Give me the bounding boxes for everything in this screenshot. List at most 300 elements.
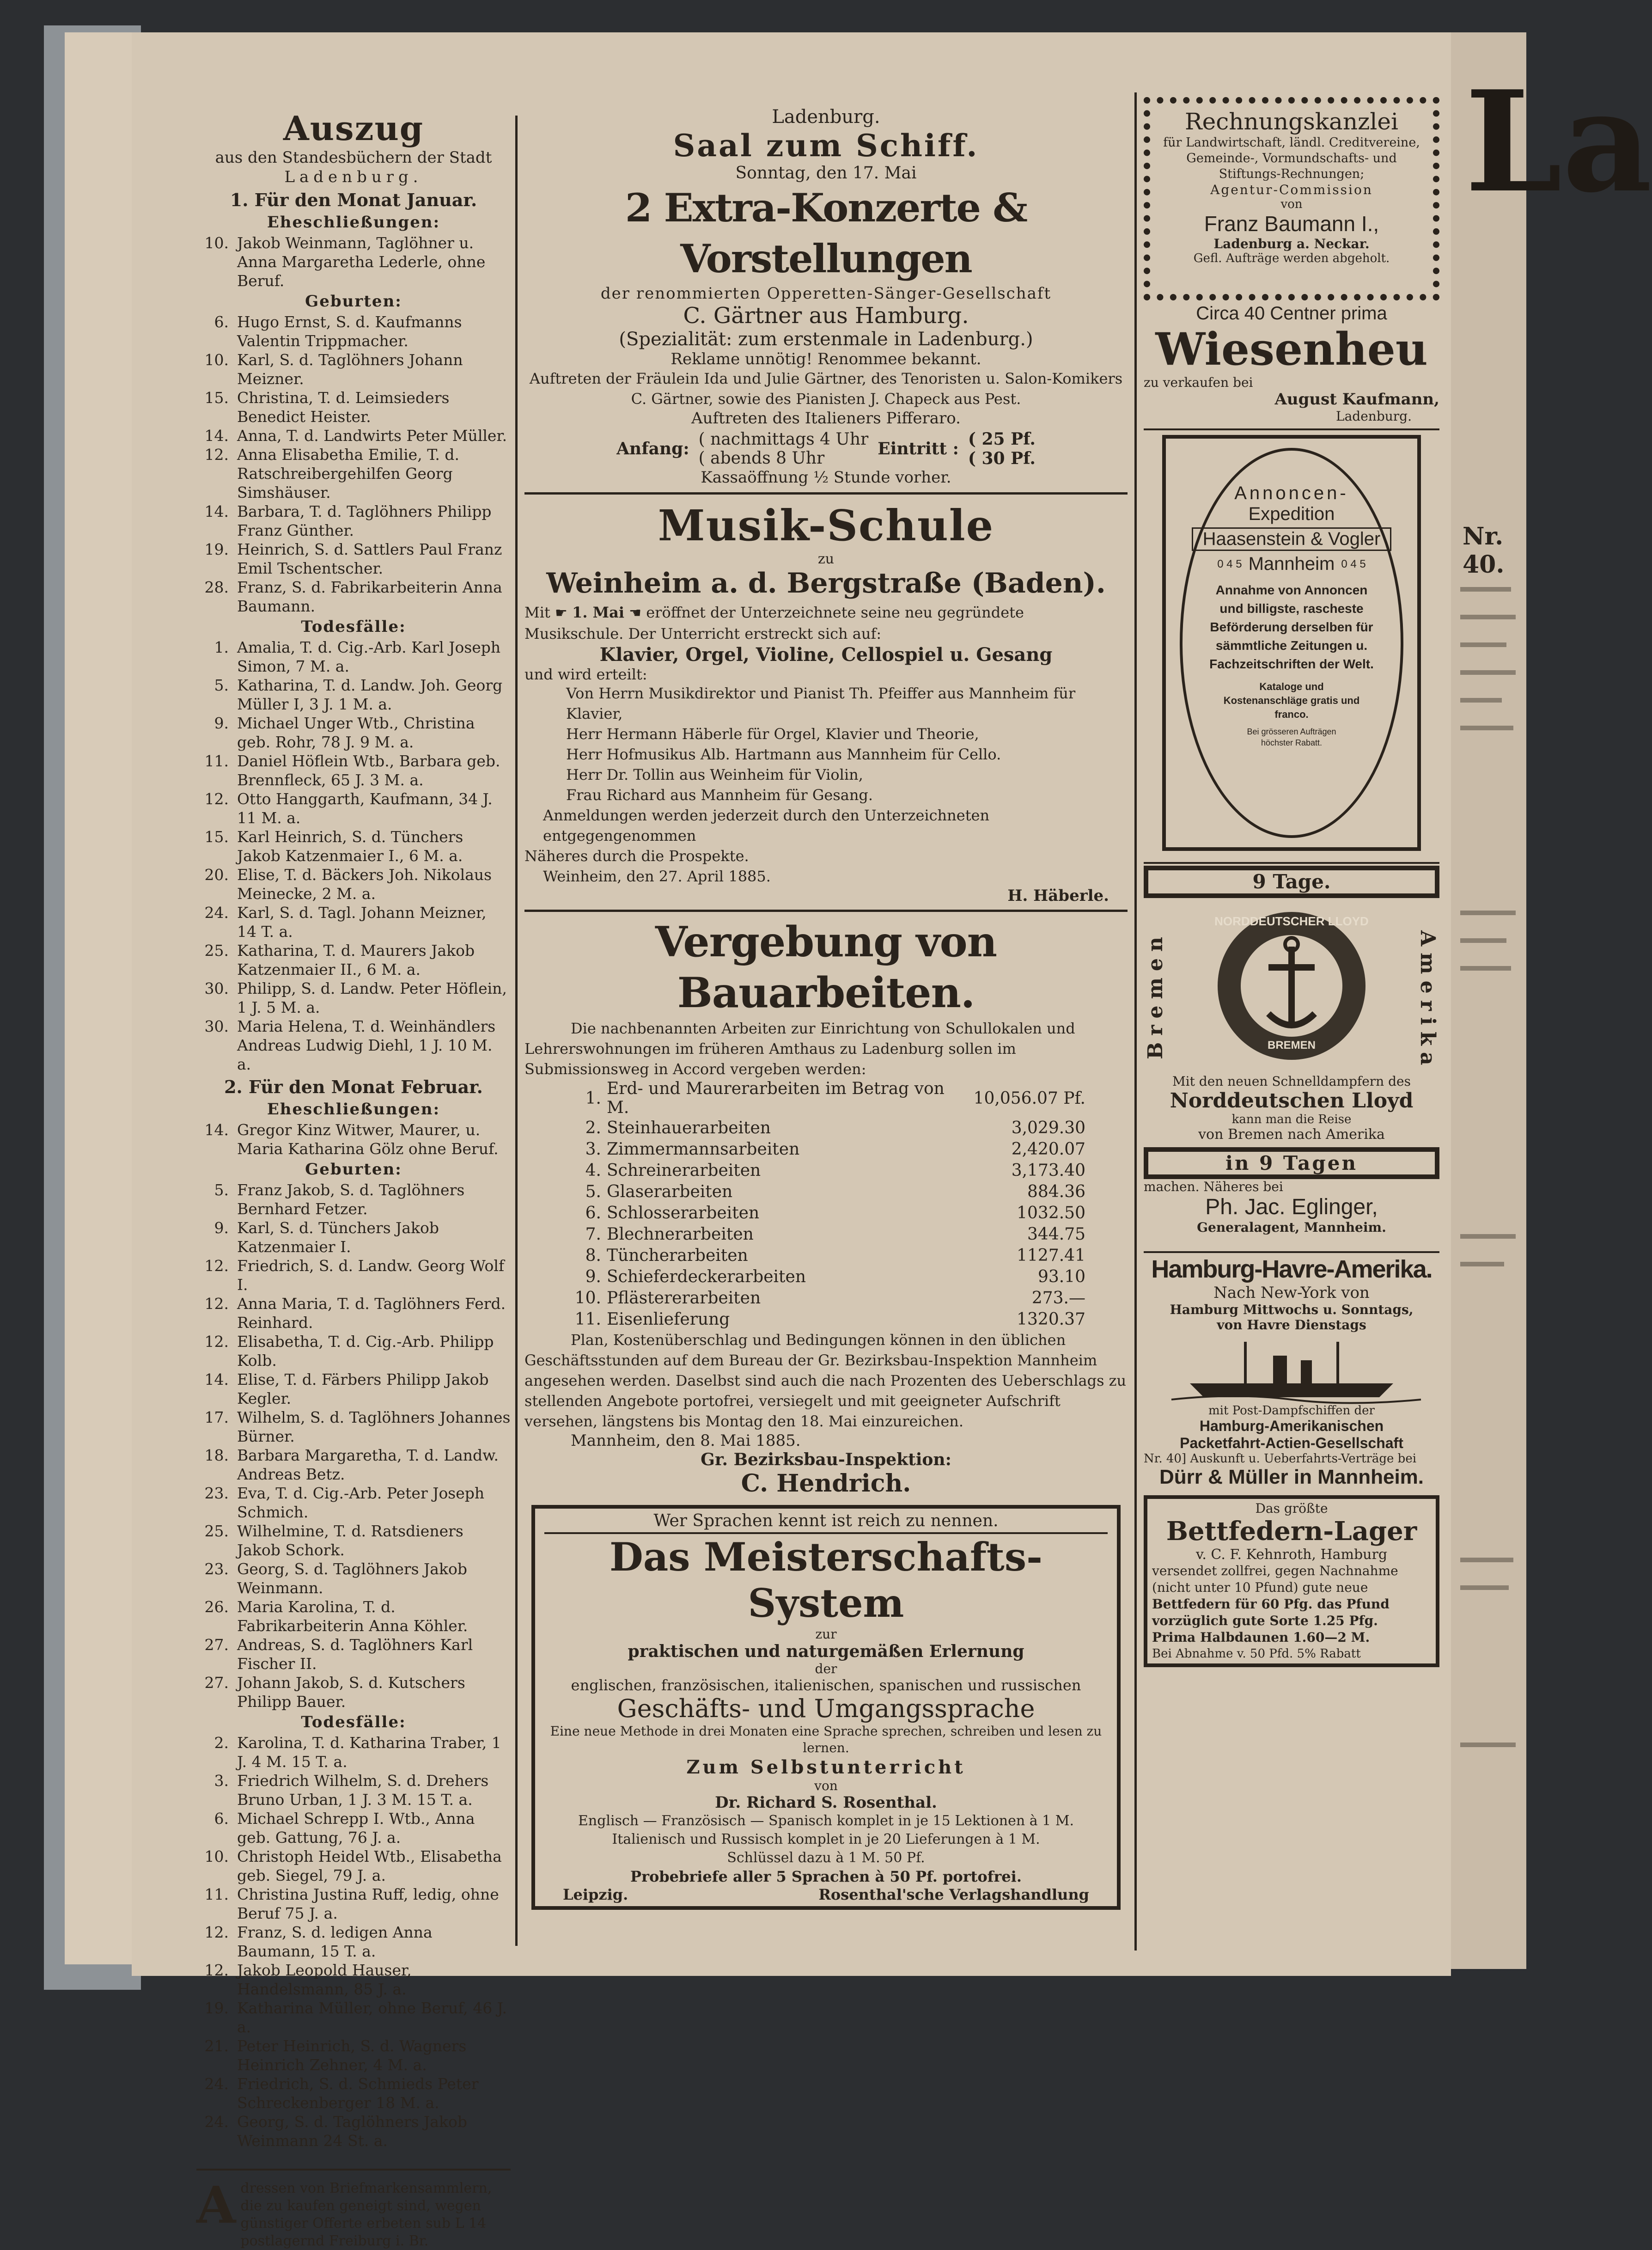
entry-day: 12. [204, 1961, 229, 1979]
entry-text: Karl, S. d. Tagl. Johann Meizner, 14 T. a. [237, 904, 487, 941]
bau-row [571, 1308, 1088, 1330]
bau-signature: C. Hendrich. [741, 1469, 911, 1498]
betten-l6: Bei Abnahme v. 50 Pfd. 5% Rabatt [1152, 1647, 1361, 1661]
hapag-l5: Hamburg-Amerikanischen [1199, 1418, 1384, 1434]
bau-row-number: 6. [585, 1203, 601, 1223]
anfang-1: ( nachmittags 4 Uhr [698, 430, 869, 449]
lloyd-text [1144, 1074, 1439, 1235]
betten-title: Bettfedern-Lager [1166, 1516, 1417, 1547]
bau-row-number: 5. [585, 1182, 601, 1201]
entry-day: 30. [204, 979, 229, 997]
saal-title: Saal zum Schiff. [673, 128, 979, 164]
musik-place: Weinheim a. d. Bergstraße (Baden). [546, 567, 1106, 599]
register-entry [196, 578, 511, 616]
entry-day: 9. [214, 714, 229, 732]
bau-row-name: Blechnerarbeiten [607, 1224, 754, 1244]
bau-row-name: Steinhauerarbeiten [607, 1118, 771, 1137]
column-rule-left [515, 116, 518, 1946]
next-page-number: Nr. 40. [1463, 522, 1505, 579]
entry-day: 23. [204, 1560, 229, 1578]
bau-row-number: 8. [585, 1246, 601, 1265]
bau-title: Vergebung von Bauarbeiten. [655, 917, 997, 1017]
entry-day: 23. [204, 1484, 229, 1502]
register-entry [196, 1923, 511, 1961]
entry-day: 12. [204, 1257, 229, 1275]
ad-initial: A [196, 2175, 236, 2235]
bau-row-amount: 1320.37 [1017, 1309, 1085, 1329]
register-entry [196, 1999, 511, 2036]
register-entry [196, 502, 511, 540]
lloyd-ad [1144, 866, 1439, 1249]
hapag-title: Hamburg-Havre-Amerika. [1151, 1255, 1432, 1283]
register-entry [196, 1522, 511, 1559]
hapag-agent: Dürr & Müller in Mannheim. [1159, 1466, 1424, 1488]
annoncen-ad [1162, 435, 1421, 851]
saal-prices [524, 429, 1128, 468]
lloyd-name: Norddeutschen Lloyd [1170, 1089, 1414, 1113]
bau-ad [524, 917, 1128, 1498]
entry-text: Karl, S. d. Taglöhners Johann Meizner. [237, 351, 463, 388]
lloyd-side-right: Amerika [1416, 930, 1439, 1072]
entry-text: Friedrich Wilhelm, S. d. Drehers Bruno Urban, 1 J. 3 M. 15 T. a. [237, 1772, 489, 1809]
annoncen-nums-left: 0 4 5 [1217, 557, 1242, 570]
entry-text: Barbara, T. d. Taglöhners Philipp Franz Günther. [237, 502, 492, 539]
divider [1144, 1251, 1439, 1253]
entry-day: 24. [204, 2113, 229, 2131]
annoncen-l3: Kataloge und Kostenanschläge gratis und franco. [1223, 681, 1360, 720]
ad-text: dressen von Briefmarkensammlern, die zu kaufen geneigt sind, wegen günstiger Offerte erbeten sub L 14 postlagernd Freiburg i. Br. [240, 2180, 492, 2249]
entry-text: Eva, T. d. Cig.-Arb. Peter Joseph Schmich. [237, 1484, 485, 1521]
bau-row [571, 1181, 1088, 1202]
register-entry [196, 1885, 511, 1923]
bau-row [571, 1223, 1088, 1245]
register-entry [196, 1408, 511, 1446]
kanzlei-l1: für Landwirtschaft, ländl. Creditvereine, Gemeinde-, Vormundschafts- und Stiftungs-Rechnungen; [1163, 135, 1420, 181]
next-page-masthead: La [1465, 60, 1652, 223]
bau-office: Gr. Bezirksbau-Inspektion: [701, 1450, 951, 1469]
bau-row [571, 1287, 1088, 1308]
month-heading-february: 2. Für den Monat Februar. [224, 1076, 483, 1097]
register-entry [196, 350, 511, 388]
entry-day: 12. [204, 1923, 229, 1941]
heu-title: Wiesenheu [1155, 323, 1428, 375]
meister-l2: englischen, französischen, italienischen, spanischen und russischen [571, 1676, 1081, 1694]
meister-l4: Eine neue Methode in drei Monaten eine Sprache sprechen, schreiben und lesen zu lernen. [550, 1724, 1102, 1755]
entry-text: Hugo Ernst, S. d. Kaufmanns Valentin Trippmacher. [237, 313, 462, 350]
lloyd-days-top: 9 Tage. [1144, 866, 1439, 898]
briefmarken-ad [196, 2169, 511, 2250]
auszug-city: Ladenburg. [284, 168, 423, 186]
bau-row-number: 4. [585, 1161, 601, 1180]
entry-day: 12. [204, 1333, 229, 1351]
musik-dateline: Weinheim, den 27. April 1885. [543, 868, 771, 885]
hapag-l4: mit Post-Dampfschiffen der [1208, 1404, 1375, 1418]
bau-row-amount: 93.10 [1037, 1267, 1085, 1286]
lloyd-l1: Mit den neuen Schnelldampfern des [1172, 1074, 1411, 1089]
saal-reklame: Reklame unnötig! Renommee bekannt. [671, 350, 981, 368]
meister-l5: Zum Selbstunterricht [686, 1756, 966, 1778]
intro-a: Mit [524, 604, 550, 621]
meister-motto: Wer Sprachen kennt ist reich zu nennen. [544, 1511, 1108, 1534]
entry-text: Christina, T. d. Leimsieders Benedict Heister. [237, 389, 450, 426]
entry-day: 20. [204, 866, 229, 884]
hapag-ad [1144, 1255, 1439, 1489]
entry-day: 12. [204, 1295, 229, 1313]
register-entry [196, 865, 511, 903]
page-stack-edge [65, 32, 139, 1964]
january-births-list [196, 312, 511, 616]
entry-day: 27. [204, 1674, 229, 1692]
hapag-l7: Nr. 40] Auskunft u. Ueberfahrts-Verträge bei [1144, 1452, 1417, 1466]
register-entry [196, 1120, 511, 1158]
teacher-line: Von Herrn Musikdirektor und Pianist Th. Pfeiffer aus Mannheim für Klavier, [566, 685, 1076, 722]
register-entry [196, 979, 511, 1017]
bau-dateline: Mannheim, den 8. Mai 1885. [571, 1431, 801, 1450]
entry-day: 3. [214, 1772, 229, 1790]
bau-table [571, 1079, 1088, 1330]
entry-text: Karl, S. d. Tünchers Jakob Katzenmaier I. [237, 1219, 439, 1256]
entry-text: Wilhelm, S. d. Taglöhners Johannes Bürner. [237, 1408, 511, 1445]
entry-text: Elise, T. d. Bäckers Joh. Nikolaus Meinecke, 2 M. a. [237, 866, 492, 903]
register-entry [196, 714, 511, 752]
february-births-list [196, 1180, 511, 1711]
entry-day: 25. [204, 942, 229, 960]
entry-day: 2. [214, 1734, 229, 1752]
anfang-2: ( abends 8 Uhr [698, 449, 825, 468]
betten-l1: Das größte [1255, 1501, 1328, 1516]
bau-row [571, 1117, 1088, 1138]
bau-row-name: Pflästererarbeiten [607, 1288, 761, 1308]
entry-text: Michael Schrepp I. Wtb., Anna geb. Gattung, 76 J. a. [237, 1810, 475, 1846]
register-entry [196, 1180, 511, 1218]
intro-date: 1. Mai [572, 604, 624, 621]
heu-l2: zu verkaufen bei [1144, 375, 1253, 390]
entry-day: 10. [204, 234, 229, 252]
register-entry [196, 1017, 511, 1074]
steamship-icon [1144, 1333, 1439, 1402]
annoncen-city: Mannheim [1248, 554, 1335, 574]
meister-von: von [814, 1778, 838, 1793]
register-entry [196, 1673, 511, 1711]
entry-text: Peter Heinrich, S. d. Wagners Heinrich Zehner, 4 M. a. [237, 2037, 467, 2074]
meister-l1: praktischen und naturgemäßen Erlernung [628, 1642, 1024, 1661]
register-entry [196, 1847, 511, 1885]
entry-day: 14. [204, 502, 229, 520]
kanzlei-name: Franz Baumann I., [1204, 212, 1379, 236]
bau-row-number: 10. [574, 1288, 601, 1308]
auszug-subtitle: aus den Standesbüchern der Stadt [215, 148, 492, 167]
kanzlei-place: Ladenburg a. Neckar. [1213, 236, 1370, 251]
entry-text: Franz Jakob, S. d. Taglöhners Bernhard Fetzer. [237, 1181, 465, 1218]
musik-note2: Näheres durch die Prospekte. [524, 847, 749, 865]
register-entry [196, 789, 511, 827]
entry-text: Jakob Leopold Hauser, Handelsmann, 85 J. a. [237, 1961, 412, 1998]
bau-row-name: Tüncherarbeiten [607, 1246, 748, 1265]
bau-row-number: 3. [585, 1139, 601, 1159]
entry-day: 14. [204, 1370, 229, 1388]
entry-day: 27. [204, 1636, 229, 1654]
entry-text: Christoph Heidel Wtb., Elisabetha geb. Siegel, 79 J. a. [237, 1847, 502, 1884]
bau-row-name: Eisenlieferung [607, 1309, 730, 1329]
entry-day: 15. [204, 389, 229, 407]
meister-publisher: Rosenthal'sche Verlagshandlung [818, 1886, 1089, 1903]
register-entry [196, 1635, 511, 1673]
lloyd-ring-bottom: BREMEN [1267, 1039, 1316, 1052]
entry-day: 11. [204, 752, 229, 770]
register-entry [196, 1218, 511, 1256]
entry-day: 12. [204, 446, 229, 464]
entry-day: 18. [204, 1446, 229, 1464]
bau-row-number: 7. [585, 1224, 601, 1244]
bau-row-amount: 1032.50 [1017, 1203, 1085, 1223]
entry-day: 14. [204, 1121, 229, 1139]
lloyd-l2: kann man die Reise [1231, 1113, 1352, 1126]
register-entry [196, 827, 511, 865]
bau-row-name: Schreinerarbeiten [607, 1161, 761, 1180]
register-entry [196, 638, 511, 676]
bau-row-name: Schlosserarbeiten [607, 1203, 760, 1223]
lloyd-l4: machen. Näheres bei [1144, 1179, 1283, 1194]
hapag-l2: Hamburg Mittwochs u. Sonntags, [1170, 1302, 1414, 1317]
section-marriages-feb: Eheschließungen: [267, 1100, 440, 1119]
saal-kasse: Kassaöffnung ½ Stunde vorher. [701, 468, 951, 487]
meister-l6: Englisch — Französisch — Spanisch komplet in je 15 Lektionen à 1 M. [578, 1813, 1074, 1829]
intro-b: eröffnet der Unterzeichnete seine neu gegründete Musikschule. Der Unterricht erstreckt sich auf: [524, 604, 1024, 642]
betten-l5: Prima Halbdaunen 1.60—2 M. [1152, 1630, 1370, 1645]
teacher-line: Herr Dr. Tollin aus Weinheim für Violin, [566, 766, 863, 783]
teacher-line: Frau Richard aus Mannheim für Gesang. [566, 786, 873, 804]
bau-row-amount: 344.75 [1027, 1224, 1085, 1244]
annoncen-city-row [1183, 554, 1401, 575]
meister-title: Das Meisterschafts-System [610, 1534, 1042, 1626]
heu-place: Ladenburg. [1336, 409, 1412, 424]
entry-text: Franz, S. d. ledigen Anna Baumann, 15 T. a. [237, 1923, 433, 1960]
bau-row-amount: 2,420.07 [1011, 1139, 1085, 1159]
meister-l9: Probebriefe aller 5 Sprachen à 50 Pf. portofrei. [630, 1868, 1022, 1885]
register-entry [196, 445, 511, 502]
lloyd-ring-top: NORDDEUTSCHER LLOYD [1214, 914, 1369, 928]
entry-day: 6. [214, 1810, 229, 1828]
saal-special: (Spezialität: zum erstenmale in Ladenburg.) [619, 329, 1033, 350]
meister-l7: Italienisch und Russisch komplet in je 20 Lieferungen à 1 M. [612, 1831, 1040, 1847]
bau-row-name: Zimmermannsarbeiten [607, 1139, 800, 1159]
annoncen-nums-right: 0 4 5 [1341, 557, 1366, 570]
lloyd-l3: von Bremen nach Amerika [1198, 1126, 1385, 1143]
entry-day: 17. [204, 1408, 229, 1426]
meister-der: der [815, 1661, 837, 1676]
register-entry [196, 2036, 511, 2074]
musik-title: Musik-Schule [658, 501, 994, 550]
saal-line1: der renommierten Opperetten-Sänger-Gesellschaft [600, 284, 1052, 303]
entry-day: 12. [204, 790, 229, 808]
betten-l4: Bettfedern für 60 Pfg. das Pfund vorzüglich gute Sorte 1.25 Pfg. [1152, 1596, 1390, 1628]
betten-ad [1144, 1495, 1439, 1667]
divider [1144, 428, 1439, 430]
entry-text: Michael Unger Wtb., Christina geb. Rohr, 78 J. 9 M. a. [237, 714, 475, 751]
register-entry [196, 1484, 511, 1522]
bau-row [571, 1245, 1088, 1266]
annoncen-l1: Expedition [1248, 504, 1335, 524]
saal-line2: Auftreten der Fräulein Ida und Julie Gärtner, des Tenoristen u. Salon-Komikers C. Gärtner, sowie des Pianisten J. Chapeck aus Pest. [529, 370, 1123, 408]
meister-l8: Schlüssel dazu à 1 M. 50 Pf. [727, 1850, 925, 1866]
register-entry [196, 1771, 511, 1809]
bau-intro: Die nachbenannten Arbeiten zur Einrichtung von Schullokalen und Lehrerswohnungen im früheren Amthaus zu Ladenburg sollen im Submissionsweg in Accord vergeben werden: [524, 1020, 1075, 1078]
entry-text: Elisabetha, T. d. Cig.-Arb. Philipp Kolb. [237, 1333, 494, 1370]
entry-day: 15. [204, 828, 229, 846]
teachers-list [524, 683, 1128, 805]
entry-text: Otto Hanggarth, Kaufmann, 34 J. 11 M. a. [237, 790, 493, 827]
register-entry [196, 903, 511, 941]
entry-text: Anna, T. d. Landwirts Peter Müller. [237, 427, 507, 445]
entry-text: Maria Karolina, T. d. Fabrikarbeiterin Anna Köhler. [237, 1598, 468, 1635]
musik-note1: Anmeldungen werden jederzeit durch den Unterzeichneten entgegengenommen [543, 807, 990, 844]
entry-text: Elise, T. d. Färbers Philipp Jakob Kegler. [237, 1370, 489, 1407]
left-column [196, 109, 511, 2250]
eintritt-1: ( 25 Pf. [968, 429, 1036, 449]
divider [1144, 862, 1439, 864]
register-entry [196, 1256, 511, 1294]
entry-text: Friedrich, S. d. Landw. Georg Wolf I. [237, 1257, 505, 1294]
register-entry [196, 2074, 511, 2112]
january-deaths-list [196, 638, 511, 1074]
hapag-l1: Nach New-York von [1213, 1284, 1370, 1302]
register-entry [196, 312, 511, 350]
entry-text: Christina Justina Ruff, ledig, ohne Beruf 75 J. a. [237, 1885, 499, 1922]
bau-row-name: Schieferdeckerarbeiten [607, 1267, 806, 1286]
kanzlei-title: Rechnungskanzlei [1185, 108, 1398, 135]
auszug-title: Auszug [283, 109, 424, 148]
divider [524, 492, 1128, 495]
annoncen-arc: Annoncen- [1234, 483, 1349, 503]
entry-day: 10. [204, 351, 229, 369]
register-entry [196, 540, 511, 578]
bau-row-number: 2. [585, 1118, 601, 1137]
musik-subjects: Klavier, Orgel, Violine, Cellospiel u. Gesang [599, 644, 1053, 666]
meister-l3: Geschäfts- und Umgangssprache [617, 1694, 1035, 1723]
bau-row-name: Erd- und Maurerarbeiten im Betrag von M. [607, 1079, 945, 1117]
entry-text: Georg, S. d. Taglöhners Jakob Weinmann. [237, 1560, 467, 1597]
entry-day: 21. [204, 2037, 229, 2055]
section-births: Geburten: [305, 292, 402, 311]
annoncen-l2: Annahme von Annoncen und billigste, rascheste Beförderung derselben für sämmtliche Zeitungen u. Fachzeitschriften der Welt. [1209, 583, 1374, 671]
january-marriages-list [196, 233, 511, 290]
entry-text: Georg, S. d. Taglöhners Jakob Weinmann 24 St. a. [237, 2113, 467, 2150]
meister-footer [544, 1886, 1108, 1903]
saal-ad [524, 106, 1128, 487]
entry-text: Katharina, T. d. Landw. Joh. Georg Müller I, 3 J. 1 M. a. [237, 676, 503, 713]
entry-text: Friedrich, S. d. Schmieds Peter Schreckenberger 18 M. a. [237, 2075, 479, 2112]
entry-text: Karolina, T. d. Katharina Traber, 1 J. 4 M. 15 T. a. [237, 1734, 501, 1771]
bau-row-number: 9. [585, 1267, 601, 1286]
hapag-l3: von Havre Dienstags [1217, 1317, 1366, 1333]
section-marriages: Eheschließungen: [267, 213, 440, 232]
bau-row-name: Glaserarbeiten [607, 1182, 733, 1201]
annoncen-l4: Bei grösseren Aufträgen höchster Rabatt. [1247, 727, 1336, 747]
heu-name: August Kaufmann, [1274, 390, 1439, 409]
hapag-l6: Packetfahrt-Actien-Gesellschaft [1180, 1435, 1403, 1451]
entry-day: 14. [204, 427, 229, 445]
entry-day: 19. [204, 540, 229, 558]
musik-erteilt: und wird erteilt: [524, 666, 647, 683]
meister-author: Dr. Richard S. Rosenthal. [715, 1793, 937, 1812]
entry-text: Maria Helena, T. d. Weinhändlers Andreas Ludwig Diehl, 1 J. 10 M. a. [237, 1017, 496, 1073]
next-page-strip [1451, 32, 1652, 1969]
register-entry [196, 426, 511, 445]
newspaper-page [132, 32, 1451, 2249]
musik-intro [524, 602, 1128, 644]
saal-headline: 2 Extra-Konzerte & Vorstellungen [625, 185, 1027, 281]
annoncen-name: Haasenstein & Vogler [1192, 527, 1391, 551]
teacher-line: Herr Hofmusikus Alb. Hartmann aus Mannheim für Cello. [566, 746, 1001, 763]
register-entry [196, 1446, 511, 1484]
column-rule-right [1134, 92, 1137, 1950]
register-entry [196, 1733, 511, 1771]
register-entry [196, 1597, 511, 1635]
teacher-line: Herr Hermann Häberle für Orgel, Klavier und Theorie, [566, 725, 979, 743]
bau-row [571, 1202, 1088, 1223]
saal-troupe: C. Gärtner aus Hamburg. [683, 303, 969, 329]
entry-day: 5. [214, 676, 229, 694]
kanzlei-von: von [1280, 197, 1303, 211]
entry-day: 9. [214, 1219, 229, 1237]
eintritt-2: ( 30 Pf. [968, 449, 1036, 468]
hand-right-icon: ☚ [629, 605, 642, 621]
anfang-label: Anfang: [616, 439, 689, 459]
kanzlei-l2: Agentur-Commission [1210, 182, 1373, 197]
entry-day: 28. [204, 578, 229, 596]
section-deaths: Todesfälle: [301, 618, 406, 636]
entry-text: Anna Maria, T. d. Taglöhners Ferd. Reinhard. [237, 1295, 506, 1332]
entry-day: 24. [204, 2075, 229, 2093]
entry-text: Andreas, S. d. Taglöhners Karl Fischer II. [237, 1636, 473, 1673]
entry-text: Katharina, T. d. Maurers Jakob Katzenmaier II., 6 M. a. [237, 942, 475, 978]
entry-text: Gregor Kinz Witwer, Maurer, u. Maria Katharina Gölz ohne Beruf. [237, 1121, 499, 1158]
middle-column [524, 106, 1128, 1910]
entry-day: 6. [214, 313, 229, 331]
eintritt-label: Eintritt : [878, 439, 959, 459]
entry-day: 1. [214, 638, 229, 656]
register-entry [196, 1294, 511, 1332]
register-entry [196, 388, 511, 426]
entry-day: 25. [204, 1522, 229, 1540]
lloyd-agent: Ph. Jac. Eglinger, [1205, 1195, 1378, 1219]
entry-text: Heinrich, S. d. Sattlers Paul Franz Emil Tschentscher. [237, 540, 502, 577]
bau-outro: Plan, Kostenüberschlag und Bedingungen können in den üblichen Geschäftsstunden auf dem Bureau der Gr. Bezirksbau-Inspektion Mannheim angesehen werden. Daselbst sind auch die nach Prozenten des Ueberschlags zu stellenden Angebote portofrei, versiegelt und mit geeigneter Aufschrift versehen, längstens bis Montag den 18. Mai einzureichen. [524, 1331, 1127, 1430]
lloyd-agent-title: Generalagent, Mannheim. [1197, 1220, 1386, 1235]
entry-text: Amalia, T. d. Cig.-Arb. Karl Joseph Simon, 7 M. a. [237, 638, 501, 675]
entry-text: Katharina Müller, ohne Beruf, 46 J. a. [237, 1999, 507, 2036]
bau-row-number: 11. [574, 1309, 601, 1329]
right-column [1144, 97, 1439, 1667]
entry-day: 19. [204, 1999, 229, 2017]
entry-text: Johann Jakob, S. d. Kutschers Philipp Bauer. [237, 1674, 465, 1711]
february-marriages-list [196, 1120, 511, 1158]
entry-day: 10. [204, 1847, 229, 1865]
month-heading-january: 1. Für den Monat Januar. [230, 190, 477, 210]
entry-text: Anna Elisabetha Emilie, T. d. Ratschreibergehilfen Georg Simshäuser. [237, 446, 459, 501]
bau-row-amount: 3,173.40 [1011, 1161, 1085, 1180]
entry-text: Jakob Weinmann, Taglöhner u. Anna Margaretha Lederle, ohne Beruf. [237, 234, 486, 290]
bau-row-amount: 1127.41 [1017, 1246, 1085, 1265]
register-entry [196, 1559, 511, 1597]
betten-l3: versendet zollfrei, gegen Nachnahme (nicht unter 10 Pfund) gute neue [1152, 1563, 1398, 1595]
lloyd-days-bottom: in 9 Tagen [1144, 1147, 1439, 1179]
entry-text: Wilhelmine, T. d. Ratsdieners Jakob Schork. [237, 1522, 463, 1559]
section-births-feb: Geburten: [305, 1160, 402, 1179]
entry-day: 26. [204, 1598, 229, 1616]
saal-date: Sonntag, den 17. Mai [735, 164, 917, 183]
bau-row-amount: 10,056.07 Pf. [973, 1088, 1085, 1108]
